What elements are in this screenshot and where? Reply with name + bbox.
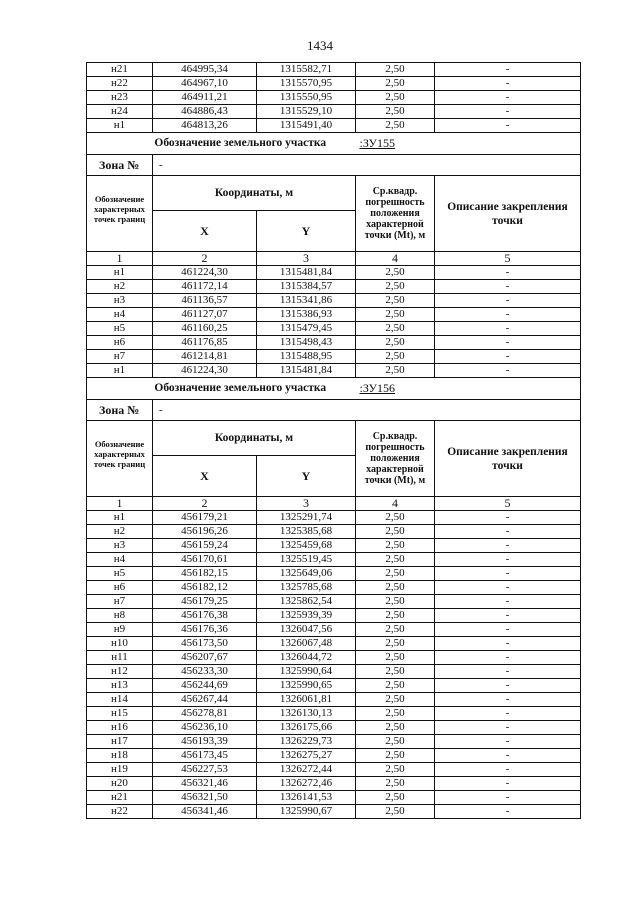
error-cell: 2,50 bbox=[356, 777, 435, 791]
x-coordinate-cell: 456179,25 bbox=[153, 595, 257, 609]
description-cell: - bbox=[435, 105, 581, 119]
y-coordinate-cell: 1315570,95 bbox=[257, 77, 356, 91]
header-y: Y bbox=[257, 211, 356, 252]
y-coordinate-cell: 1315386,93 bbox=[257, 308, 356, 322]
error-cell: 2,50 bbox=[356, 595, 435, 609]
x-coordinate-cell: 461127,07 bbox=[153, 308, 257, 322]
error-cell: 2,50 bbox=[356, 91, 435, 105]
table-row bbox=[87, 567, 581, 581]
y-coordinate-cell: 1326061,81 bbox=[257, 693, 356, 707]
x-coordinate-cell: 464886,43 bbox=[153, 105, 257, 119]
description-cell: - bbox=[435, 777, 581, 791]
description-cell: - bbox=[435, 609, 581, 623]
table-row bbox=[87, 280, 581, 294]
point-id-cell: н16 bbox=[87, 721, 153, 735]
description-cell: - bbox=[435, 511, 581, 525]
description-cell: - bbox=[435, 77, 581, 91]
parcel-row bbox=[87, 378, 581, 400]
x-coordinate-cell: 456170,61 bbox=[153, 553, 257, 567]
description-cell: - bbox=[435, 63, 581, 77]
description-cell: - bbox=[435, 735, 581, 749]
point-id-cell: н1 bbox=[87, 119, 153, 133]
description-cell: - bbox=[435, 525, 581, 539]
x-coordinate-cell: 464995,34 bbox=[153, 63, 257, 77]
table-row bbox=[87, 119, 581, 133]
x-coordinate-cell: 456321,50 bbox=[153, 791, 257, 805]
point-id-cell: н1 bbox=[87, 511, 153, 525]
description-cell: - bbox=[435, 749, 581, 763]
error-cell: 2,50 bbox=[356, 637, 435, 651]
header-points: Обозначение характерных точек границ bbox=[87, 421, 153, 497]
x-coordinate-cell: 456173,45 bbox=[153, 749, 257, 763]
point-id-cell: н8 bbox=[87, 609, 153, 623]
point-id-cell: н17 bbox=[87, 735, 153, 749]
description-cell: - bbox=[435, 595, 581, 609]
error-cell: 2,50 bbox=[356, 336, 435, 350]
description-cell: - bbox=[435, 637, 581, 651]
point-id-cell: н6 bbox=[87, 581, 153, 595]
error-cell: 2,50 bbox=[356, 791, 435, 805]
table-row bbox=[87, 553, 581, 567]
x-coordinate-cell: 464911,21 bbox=[153, 91, 257, 105]
error-cell: 2,50 bbox=[356, 609, 435, 623]
x-coordinate-cell: 461176,85 bbox=[153, 336, 257, 350]
zone-value: - bbox=[153, 400, 581, 421]
error-cell: 2,50 bbox=[356, 539, 435, 553]
table-row bbox=[87, 105, 581, 119]
x-coordinate-cell: 456176,36 bbox=[153, 623, 257, 637]
y-coordinate-cell: 1326047,56 bbox=[257, 623, 356, 637]
error-cell: 2,50 bbox=[356, 581, 435, 595]
column-number: 5 bbox=[435, 252, 581, 266]
table-row bbox=[87, 665, 581, 679]
column-number: 2 bbox=[153, 252, 257, 266]
description-cell: - bbox=[435, 266, 581, 280]
point-id-cell: н1 bbox=[87, 364, 153, 378]
y-coordinate-cell: 1326229,73 bbox=[257, 735, 356, 749]
zone-value: - bbox=[153, 155, 581, 176]
error-cell: 2,50 bbox=[356, 693, 435, 707]
table-row bbox=[87, 651, 581, 665]
error-cell: 2,50 bbox=[356, 679, 435, 693]
column-number-row bbox=[87, 252, 581, 266]
point-id-cell: н22 bbox=[87, 805, 153, 819]
column-number: 3 bbox=[257, 252, 356, 266]
point-id-cell: н10 bbox=[87, 637, 153, 651]
y-coordinate-cell: 1325785,68 bbox=[257, 581, 356, 595]
table-row bbox=[87, 336, 581, 350]
zone-label: Зона № bbox=[87, 155, 153, 176]
y-coordinate-cell: 1315550,95 bbox=[257, 91, 356, 105]
parcel-value: :ЗУ155 bbox=[356, 133, 581, 155]
x-coordinate-cell: 456207,67 bbox=[153, 651, 257, 665]
x-coordinate-cell: 456227,53 bbox=[153, 763, 257, 777]
point-id-cell: н20 bbox=[87, 777, 153, 791]
table-row bbox=[87, 308, 581, 322]
y-coordinate-cell: 1315481,84 bbox=[257, 364, 356, 378]
description-cell: - bbox=[435, 294, 581, 308]
description-cell: - bbox=[435, 336, 581, 350]
description-cell: - bbox=[435, 721, 581, 735]
error-cell: 2,50 bbox=[356, 308, 435, 322]
error-cell: 2,50 bbox=[356, 266, 435, 280]
description-cell: - bbox=[435, 280, 581, 294]
column-number-row bbox=[87, 497, 581, 511]
column-number: 2 bbox=[153, 497, 257, 511]
x-coordinate-cell: 461214,81 bbox=[153, 350, 257, 364]
table-row bbox=[87, 735, 581, 749]
description-cell: - bbox=[435, 805, 581, 819]
header-points: Обозначение характерных точек границ bbox=[87, 176, 153, 252]
x-coordinate-cell: 456182,12 bbox=[153, 581, 257, 595]
error-cell: 2,50 bbox=[356, 119, 435, 133]
description-cell: - bbox=[435, 665, 581, 679]
y-coordinate-cell: 1326175,66 bbox=[257, 721, 356, 735]
column-number: 4 bbox=[356, 252, 435, 266]
table-row bbox=[87, 609, 581, 623]
description-cell: - bbox=[435, 364, 581, 378]
y-coordinate-cell: 1326141,53 bbox=[257, 791, 356, 805]
error-cell: 2,50 bbox=[356, 553, 435, 567]
point-id-cell: н7 bbox=[87, 350, 153, 364]
y-coordinate-cell: 1325649,06 bbox=[257, 567, 356, 581]
x-coordinate-cell: 456173,50 bbox=[153, 637, 257, 651]
y-coordinate-cell: 1315481,84 bbox=[257, 266, 356, 280]
error-cell: 2,50 bbox=[356, 350, 435, 364]
x-coordinate-cell: 461136,57 bbox=[153, 294, 257, 308]
zone-row bbox=[87, 155, 581, 176]
table-row bbox=[87, 749, 581, 763]
y-coordinate-cell: 1326044,72 bbox=[257, 651, 356, 665]
table-row bbox=[87, 637, 581, 651]
description-cell: - bbox=[435, 308, 581, 322]
point-id-cell: н1 bbox=[87, 266, 153, 280]
page-number: 1434 bbox=[307, 38, 333, 53]
table-row bbox=[87, 721, 581, 735]
x-coordinate-cell: 461224,30 bbox=[153, 266, 257, 280]
point-id-cell: н4 bbox=[87, 308, 153, 322]
error-cell: 2,50 bbox=[356, 665, 435, 679]
description-cell: - bbox=[435, 322, 581, 336]
y-coordinate-cell: 1326275,27 bbox=[257, 749, 356, 763]
column-number: 1 bbox=[87, 497, 153, 511]
x-coordinate-cell: 464813,26 bbox=[153, 119, 257, 133]
header-coordinates: Координаты, м bbox=[153, 176, 356, 211]
table-row bbox=[87, 777, 581, 791]
y-coordinate-cell: 1325862,54 bbox=[257, 595, 356, 609]
point-id-cell: н3 bbox=[87, 294, 153, 308]
column-number: 4 bbox=[356, 497, 435, 511]
description-cell: - bbox=[435, 693, 581, 707]
table-row bbox=[87, 595, 581, 609]
point-id-cell: н11 bbox=[87, 651, 153, 665]
point-id-cell: н19 bbox=[87, 763, 153, 777]
point-id-cell: н6 bbox=[87, 336, 153, 350]
header-error: Ср.квадр. погрешность положения характерной точки (Mt), м bbox=[356, 176, 435, 252]
error-cell: 2,50 bbox=[356, 749, 435, 763]
table-row bbox=[87, 763, 581, 777]
header-row bbox=[87, 421, 581, 456]
error-cell: 2,50 bbox=[356, 805, 435, 819]
y-coordinate-cell: 1315491,40 bbox=[257, 119, 356, 133]
table-row bbox=[87, 322, 581, 336]
y-coordinate-cell: 1325459,68 bbox=[257, 539, 356, 553]
error-cell: 2,50 bbox=[356, 651, 435, 665]
point-id-cell: н23 bbox=[87, 91, 153, 105]
point-id-cell: н5 bbox=[87, 567, 153, 581]
error-cell: 2,50 bbox=[356, 735, 435, 749]
point-id-cell: н2 bbox=[87, 525, 153, 539]
description-cell: - bbox=[435, 707, 581, 721]
x-coordinate-cell: 464967,10 bbox=[153, 77, 257, 91]
description-cell: - bbox=[435, 581, 581, 595]
y-coordinate-cell: 1326272,46 bbox=[257, 777, 356, 791]
error-cell: 2,50 bbox=[356, 567, 435, 581]
error-cell: 2,50 bbox=[356, 707, 435, 721]
header-x: X bbox=[153, 456, 257, 497]
error-cell: 2,50 bbox=[356, 511, 435, 525]
zone-row bbox=[87, 400, 581, 421]
point-id-cell: н13 bbox=[87, 679, 153, 693]
error-cell: 2,50 bbox=[356, 105, 435, 119]
y-coordinate-cell: 1325291,74 bbox=[257, 511, 356, 525]
error-cell: 2,50 bbox=[356, 280, 435, 294]
description-cell: - bbox=[435, 350, 581, 364]
y-coordinate-cell: 1315529,10 bbox=[257, 105, 356, 119]
x-coordinate-cell: 456244,69 bbox=[153, 679, 257, 693]
table-row bbox=[87, 581, 581, 595]
x-coordinate-cell: 456233,30 bbox=[153, 665, 257, 679]
description-cell: - bbox=[435, 91, 581, 105]
table-row bbox=[87, 707, 581, 721]
header-error: Ср.квадр. погрешность положения характерной точки (Mt), м bbox=[356, 421, 435, 497]
header-description: Описание закрепления точки bbox=[435, 176, 581, 252]
x-coordinate-cell: 456278,81 bbox=[153, 707, 257, 721]
y-coordinate-cell: 1315582,71 bbox=[257, 63, 356, 77]
table-row bbox=[87, 791, 581, 805]
x-coordinate-cell: 456193,39 bbox=[153, 735, 257, 749]
table-row bbox=[87, 679, 581, 693]
x-coordinate-cell: 456176,38 bbox=[153, 609, 257, 623]
error-cell: 2,50 bbox=[356, 322, 435, 336]
x-coordinate-cell: 456182,15 bbox=[153, 567, 257, 581]
y-coordinate-cell: 1315384,57 bbox=[257, 280, 356, 294]
coordinates-table bbox=[86, 62, 581, 819]
header-x: X bbox=[153, 211, 257, 252]
point-id-cell: н18 bbox=[87, 749, 153, 763]
y-coordinate-cell: 1325519,45 bbox=[257, 553, 356, 567]
description-cell: - bbox=[435, 539, 581, 553]
y-coordinate-cell: 1325990,64 bbox=[257, 665, 356, 679]
description-cell: - bbox=[435, 119, 581, 133]
table-row bbox=[87, 539, 581, 553]
column-number: 5 bbox=[435, 497, 581, 511]
point-id-cell: н14 bbox=[87, 693, 153, 707]
x-coordinate-cell: 456236,10 bbox=[153, 721, 257, 735]
table-row bbox=[87, 63, 581, 77]
error-cell: 2,50 bbox=[356, 77, 435, 91]
x-coordinate-cell: 456179,21 bbox=[153, 511, 257, 525]
x-coordinate-cell: 456267,44 bbox=[153, 693, 257, 707]
table-row bbox=[87, 294, 581, 308]
y-coordinate-cell: 1326130,13 bbox=[257, 707, 356, 721]
error-cell: 2,50 bbox=[356, 525, 435, 539]
point-id-cell: н12 bbox=[87, 665, 153, 679]
point-id-cell: н21 bbox=[87, 791, 153, 805]
point-id-cell: н2 bbox=[87, 280, 153, 294]
point-id-cell: н5 bbox=[87, 322, 153, 336]
table-row bbox=[87, 77, 581, 91]
error-cell: 2,50 bbox=[356, 63, 435, 77]
header-coordinates: Координаты, м bbox=[153, 421, 356, 456]
x-coordinate-cell: 461160,25 bbox=[153, 322, 257, 336]
header-description: Описание закрепления точки bbox=[435, 421, 581, 497]
y-coordinate-cell: 1315479,45 bbox=[257, 322, 356, 336]
table-row bbox=[87, 623, 581, 637]
table-body bbox=[87, 63, 581, 819]
y-coordinate-cell: 1325990,67 bbox=[257, 805, 356, 819]
table-row bbox=[87, 266, 581, 280]
description-cell: - bbox=[435, 763, 581, 777]
table-row bbox=[87, 350, 581, 364]
table-row bbox=[87, 693, 581, 707]
y-coordinate-cell: 1325939,39 bbox=[257, 609, 356, 623]
column-number: 1 bbox=[87, 252, 153, 266]
table-row bbox=[87, 91, 581, 105]
y-coordinate-cell: 1326272,44 bbox=[257, 763, 356, 777]
header-y: Y bbox=[257, 456, 356, 497]
point-id-cell: н15 bbox=[87, 707, 153, 721]
point-id-cell: н24 bbox=[87, 105, 153, 119]
error-cell: 2,50 bbox=[356, 623, 435, 637]
parcel-row bbox=[87, 133, 581, 155]
zone-label: Зона № bbox=[87, 400, 153, 421]
x-coordinate-cell: 456321,46 bbox=[153, 777, 257, 791]
table-row bbox=[87, 525, 581, 539]
table-row bbox=[87, 364, 581, 378]
y-coordinate-cell: 1315341,86 bbox=[257, 294, 356, 308]
y-coordinate-cell: 1315498,43 bbox=[257, 336, 356, 350]
x-coordinate-cell: 461224,30 bbox=[153, 364, 257, 378]
column-number: 3 bbox=[257, 497, 356, 511]
x-coordinate-cell: 456196,26 bbox=[153, 525, 257, 539]
point-id-cell: н9 bbox=[87, 623, 153, 637]
x-coordinate-cell: 456341,46 bbox=[153, 805, 257, 819]
y-coordinate-cell: 1315488,95 bbox=[257, 350, 356, 364]
description-cell: - bbox=[435, 623, 581, 637]
error-cell: 2,50 bbox=[356, 364, 435, 378]
description-cell: - bbox=[435, 791, 581, 805]
x-coordinate-cell: 456159,24 bbox=[153, 539, 257, 553]
point-id-cell: н3 bbox=[87, 539, 153, 553]
parcel-value: :ЗУ156 bbox=[356, 378, 581, 400]
description-cell: - bbox=[435, 567, 581, 581]
description-cell: - bbox=[435, 553, 581, 567]
point-id-cell: н22 bbox=[87, 77, 153, 91]
y-coordinate-cell: 1325990,65 bbox=[257, 679, 356, 693]
parcel-label: Обозначение земельного участка bbox=[87, 133, 356, 155]
error-cell: 2,50 bbox=[356, 294, 435, 308]
point-id-cell: н4 bbox=[87, 553, 153, 567]
error-cell: 2,50 bbox=[356, 721, 435, 735]
description-cell: - bbox=[435, 679, 581, 693]
x-coordinate-cell: 461172,14 bbox=[153, 280, 257, 294]
header-row bbox=[87, 176, 581, 211]
description-cell: - bbox=[435, 651, 581, 665]
point-id-cell: н7 bbox=[87, 595, 153, 609]
parcel-label: Обозначение земельного участка bbox=[87, 378, 356, 400]
y-coordinate-cell: 1326067,48 bbox=[257, 637, 356, 651]
y-coordinate-cell: 1325385,68 bbox=[257, 525, 356, 539]
table-row bbox=[87, 805, 581, 819]
table-row bbox=[87, 511, 581, 525]
error-cell: 2,50 bbox=[356, 763, 435, 777]
point-id-cell: н21 bbox=[87, 63, 153, 77]
